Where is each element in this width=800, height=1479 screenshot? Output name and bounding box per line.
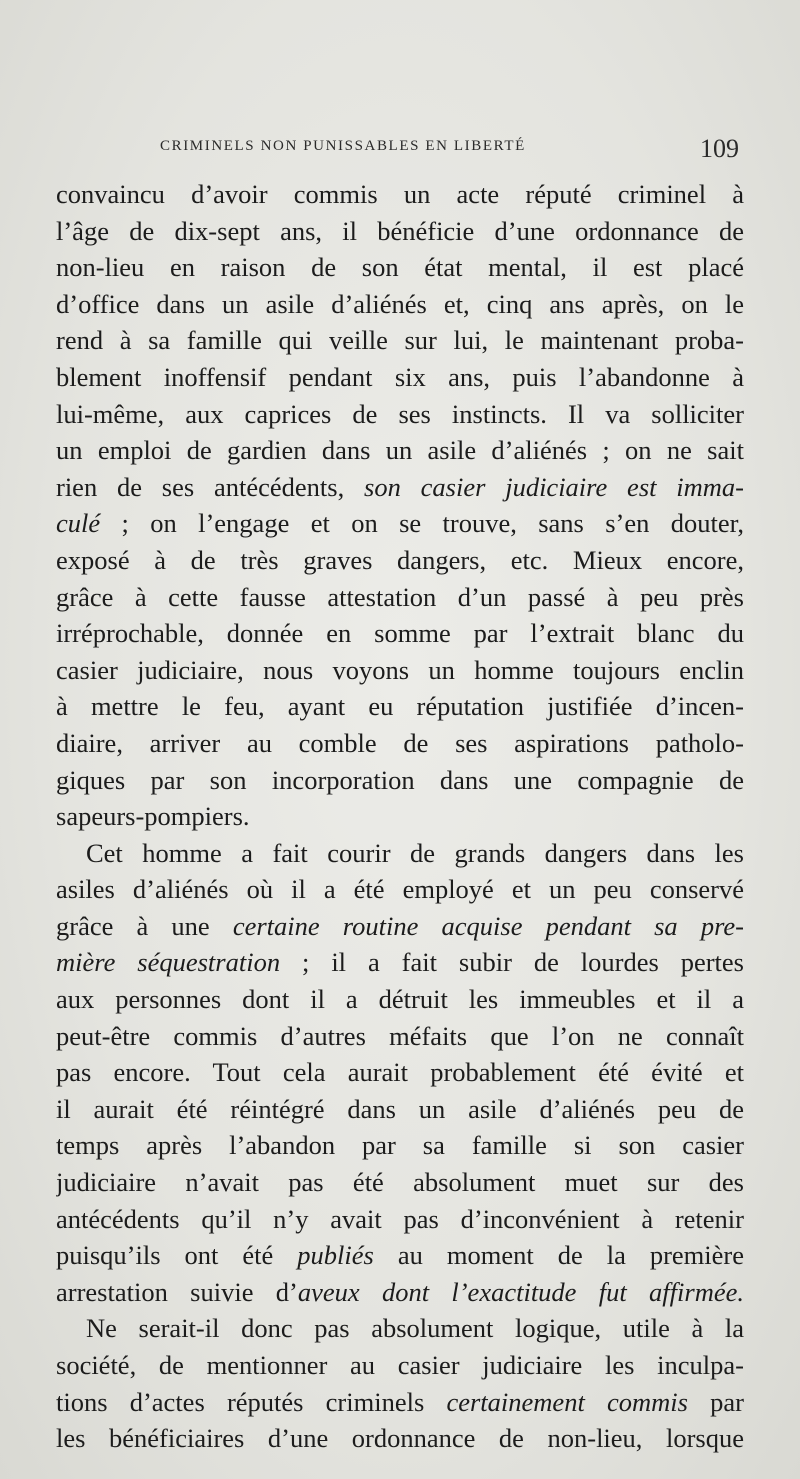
text-segment: au moment de la première	[373, 1240, 744, 1271]
text-segment: exposé à de très graves dangers, etc. Mieux encore,	[56, 544, 744, 575]
text-line	[56, 469, 744, 506]
text-line	[56, 1018, 744, 1055]
text-segment: Cet homme a fait courir de grands dangers dans les	[86, 837, 744, 868]
text-segment: les bénéficiaires d’une ordonnance de non-lieu, lorsque	[56, 1423, 744, 1454]
text-line	[56, 359, 744, 396]
text-segment: société, de mentionner au casier judiciaire les inculpa-	[56, 1350, 744, 1380]
text-line	[56, 542, 744, 579]
text-segment: judiciaire n’avait pas été absolument muet sur des	[56, 1167, 744, 1198]
text-line	[56, 1127, 744, 1164]
text-segment: il aurait été réintégré dans un asile d’aliénés peu de	[56, 1093, 744, 1124]
text-line	[56, 835, 744, 872]
text-line	[56, 286, 744, 323]
text-segment: irréprochable, donnée en somme par l’extrait blanc du	[56, 618, 744, 649]
text-line	[56, 762, 744, 799]
text-line	[56, 322, 744, 359]
italic-text: certainement commis	[446, 1386, 688, 1417]
text-line	[56, 1164, 744, 1201]
text-segment: temps après l’abandon par sa famille si son casier	[56, 1130, 744, 1161]
text-line	[56, 505, 744, 542]
text-line	[56, 908, 744, 945]
text-segment: par	[687, 1386, 744, 1417]
text-line	[56, 725, 744, 762]
text-segment: grâce à une	[56, 910, 233, 941]
text-segment: d’office dans un asile d’aliénés et, cinq ans après, on le	[56, 288, 744, 319]
text-segment: sapeurs-pompiers.	[56, 801, 250, 832]
text-segment: blement inoffensif pendant six ans, puis l’abandonne à	[56, 361, 744, 392]
text-line	[56, 1420, 744, 1457]
text-segment: arrestation suivie d’	[56, 1276, 298, 1307]
italic-text: culé	[56, 508, 101, 539]
text-segment: antécédents qu’il n’y avait pas d’inconvénient à retenir	[56, 1203, 744, 1234]
text-line	[56, 1091, 744, 1128]
page-header	[0, 132, 800, 172]
text-line	[56, 615, 744, 652]
text-segment: l’âge de dix-sept ans, il bénéficie d’une ordonnance de	[56, 215, 744, 246]
text-line	[56, 981, 744, 1018]
text-segment: convaincu d’avoir commis un acte réputé criminel à	[56, 179, 744, 209]
text-line	[56, 798, 744, 835]
italic-text: aveux dont l’exactitude fut affirmée.	[297, 1276, 744, 1307]
text-line	[56, 1054, 744, 1091]
text-line	[56, 1347, 744, 1384]
text-segment: asiles d’aliénés où il a été employé et un peu conservé	[56, 874, 744, 905]
text-segment: giques par son incorporation dans une compagnie de	[56, 764, 744, 795]
italic-text: publiés	[297, 1240, 374, 1271]
text-segment: ; on l’engage et on se trouve, sans s’en douter,	[100, 508, 744, 539]
text-line	[56, 396, 744, 433]
text-segment: non-lieu en raison de son état mental, il est placé	[56, 252, 744, 283]
text-segment: puisqu’ils ont été	[56, 1240, 298, 1271]
text-line	[56, 249, 744, 286]
text-line	[56, 1310, 744, 1347]
page-number: 109	[700, 134, 739, 163]
text-line	[56, 688, 744, 725]
text-line	[56, 1274, 744, 1311]
italic-text: son casier judiciaire est imma-	[364, 471, 744, 502]
running-head: CRIMINELS NON PUNISSABLES EN LIBERTÉ	[160, 138, 526, 154]
text-line	[56, 176, 744, 213]
text-line	[56, 944, 744, 981]
text-segment: peut-être commis d’autres méfaits que l’on ne connaît	[56, 1020, 744, 1051]
text-segment: lui-même, aux caprices de ses instincts. Il va solliciter	[56, 398, 744, 429]
text-segment: grâce à cette fausse attestation d’un passé à peu près	[56, 581, 744, 612]
text-line	[56, 579, 744, 616]
text-segment: ; il a fait subir de lourdes pertes	[280, 947, 744, 978]
text-segment: à mettre le feu, ayant eu réputation justifiée d’incen-	[56, 691, 744, 722]
text-segment: diaire, arriver au comble de ses aspirations patholo-	[56, 727, 744, 758]
italic-text: mière séquestration	[56, 947, 281, 978]
text-segment: rien de ses antécédents,	[56, 471, 365, 502]
italic-text: certaine routine acquise pendant sa pre-	[232, 910, 744, 941]
text-segment: pas encore. Tout cela aurait probablement été évité et	[56, 1057, 744, 1088]
text-line	[56, 432, 744, 469]
text-segment: Ne serait-il donc pas absolument logique, utile à la	[86, 1313, 744, 1344]
text-line	[56, 652, 744, 689]
text-line	[56, 1384, 744, 1421]
text-line	[56, 1237, 744, 1274]
text-line	[56, 871, 744, 908]
text-segment: casier judiciaire, nous voyons un homme toujours enclin	[56, 654, 744, 685]
body-text	[56, 176, 744, 1457]
text-line	[56, 1201, 744, 1238]
text-segment: rend à sa famille qui veille sur lui, le maintenant proba-	[56, 325, 744, 356]
text-line	[56, 213, 744, 250]
text-segment: tions d’actes réputés criminels	[56, 1386, 447, 1417]
text-segment: aux personnes dont il a détruit les immeubles et il a	[56, 984, 744, 1015]
text-segment: un emploi de gardien dans un asile d’aliénés ; on ne sait	[56, 435, 744, 466]
